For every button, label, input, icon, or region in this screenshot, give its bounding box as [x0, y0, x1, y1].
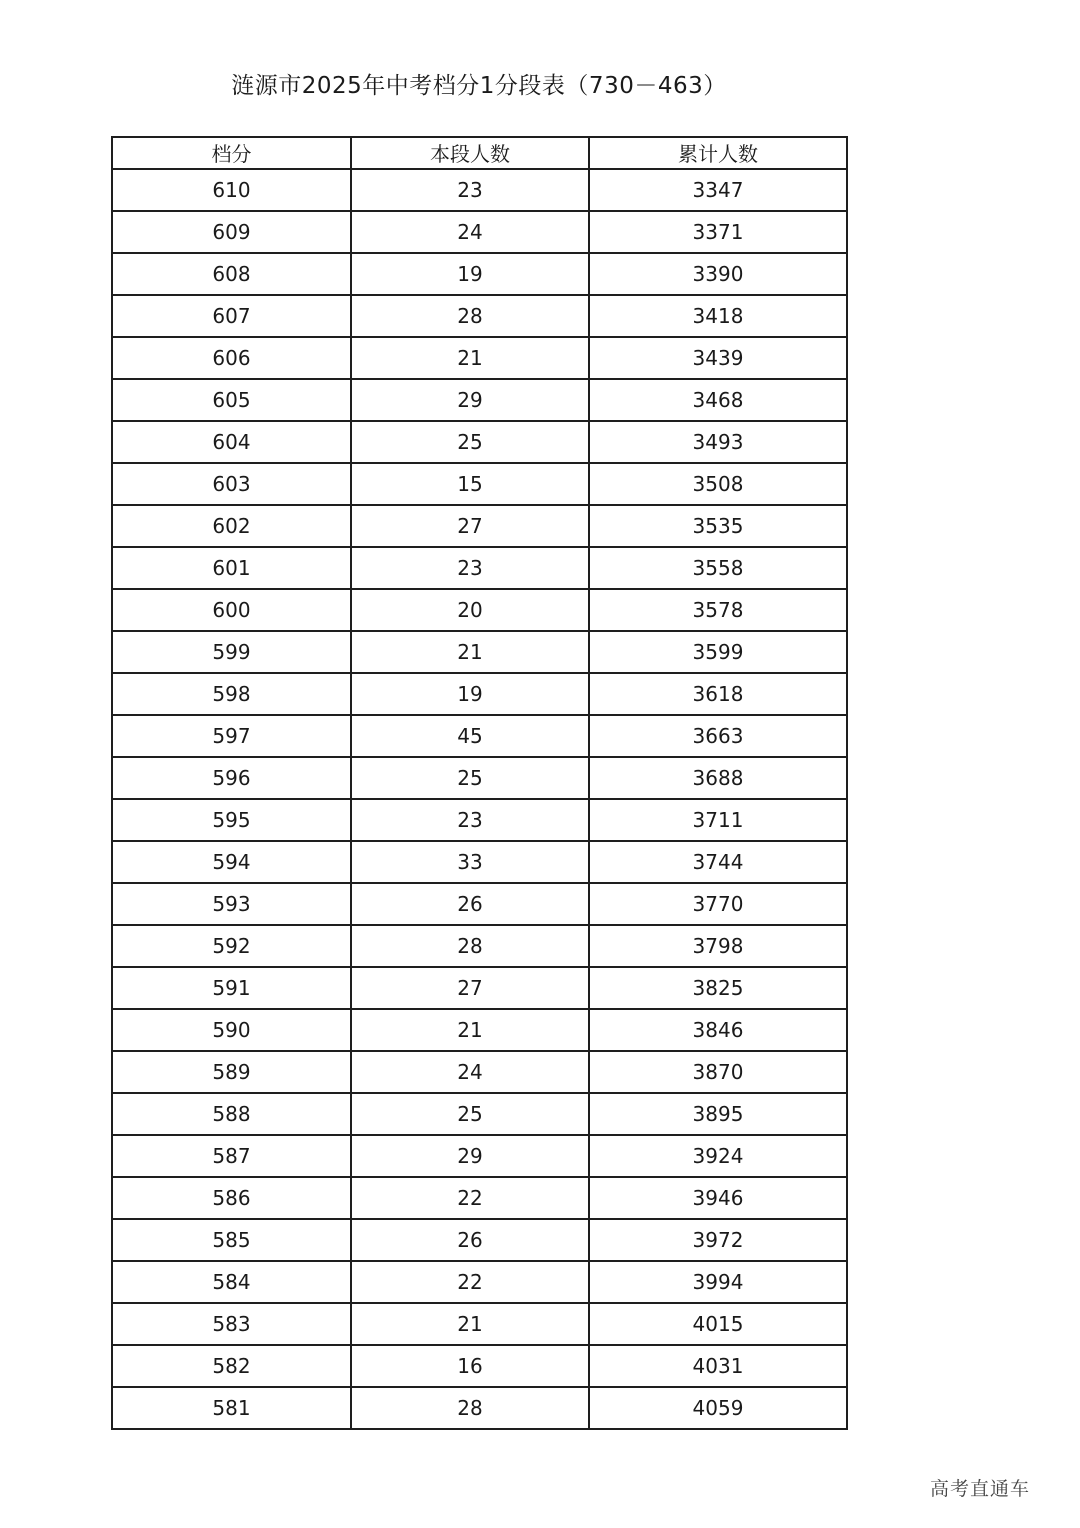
table-row [112, 421, 847, 463]
segment-count-cell: 24 [351, 1051, 589, 1093]
page-title: 涟源市2025年中考档分1分段表（730－463） [231, 73, 727, 99]
cumulative-count-cell: 3744 [589, 841, 847, 883]
watermark-text: 高考直通车 [930, 1478, 1031, 1500]
table-row [112, 1093, 847, 1135]
score-cell: 600 [112, 589, 351, 631]
score-cell: 608 [112, 253, 351, 295]
cumulative-count-cell: 3798 [589, 925, 847, 967]
segment-count-cell: 25 [351, 757, 589, 799]
score-cell: 603 [112, 463, 351, 505]
segment-count-cell: 29 [351, 379, 589, 421]
cumulative-count-cell: 3578 [589, 589, 847, 631]
cumulative-count-cell: 3493 [589, 421, 847, 463]
cumulative-count-cell: 3825 [589, 967, 847, 1009]
segment-count-cell: 45 [351, 715, 589, 757]
segment-count-cell: 26 [351, 883, 589, 925]
table-row [112, 505, 847, 547]
cumulative-count-cell: 3770 [589, 883, 847, 925]
segment-count-cell: 21 [351, 1009, 589, 1051]
cumulative-count-cell: 3846 [589, 1009, 847, 1051]
cumulative-count-cell: 3535 [589, 505, 847, 547]
table-row [112, 841, 847, 883]
segment-count-cell: 25 [351, 421, 589, 463]
cumulative-count-cell: 3418 [589, 295, 847, 337]
score-cell: 583 [112, 1303, 351, 1345]
table-row [112, 1177, 847, 1219]
score-cell: 596 [112, 757, 351, 799]
segment-count-cell: 19 [351, 253, 589, 295]
table-row [112, 757, 847, 799]
score-cell: 605 [112, 379, 351, 421]
cumulative-count-cell: 3994 [589, 1261, 847, 1303]
cumulative-count-cell: 3663 [589, 715, 847, 757]
score-cell: 581 [112, 1387, 351, 1429]
segment-count-cell: 16 [351, 1345, 589, 1387]
table-row [112, 463, 847, 505]
score-cell: 588 [112, 1093, 351, 1135]
header-segment-count: 本段人数 [351, 137, 589, 169]
table-row [112, 337, 847, 379]
table-row [112, 589, 847, 631]
segment-count-cell: 28 [351, 1387, 589, 1429]
score-table [111, 136, 848, 1430]
table-row [112, 379, 847, 421]
table-body [112, 169, 847, 1429]
score-cell: 606 [112, 337, 351, 379]
segment-count-cell: 33 [351, 841, 589, 883]
cumulative-count-cell: 3618 [589, 673, 847, 715]
score-cell: 610 [112, 169, 351, 211]
score-cell: 590 [112, 1009, 351, 1051]
table-row [112, 211, 847, 253]
score-cell: 582 [112, 1345, 351, 1387]
segment-count-cell: 25 [351, 1093, 589, 1135]
segment-count-cell: 27 [351, 967, 589, 1009]
segment-count-cell: 15 [351, 463, 589, 505]
table-row [112, 673, 847, 715]
cumulative-count-cell: 3508 [589, 463, 847, 505]
score-cell: 601 [112, 547, 351, 589]
score-cell: 594 [112, 841, 351, 883]
segment-count-cell: 29 [351, 1135, 589, 1177]
table-row [112, 1051, 847, 1093]
score-cell: 595 [112, 799, 351, 841]
score-cell: 591 [112, 967, 351, 1009]
score-cell: 602 [112, 505, 351, 547]
score-cell: 586 [112, 1177, 351, 1219]
table-row [112, 631, 847, 673]
table-row [112, 1135, 847, 1177]
cumulative-count-cell: 3390 [589, 253, 847, 295]
table-row [112, 1261, 847, 1303]
segment-count-cell: 21 [351, 337, 589, 379]
segment-count-cell: 22 [351, 1261, 589, 1303]
segment-count-cell: 20 [351, 589, 589, 631]
table-row [112, 295, 847, 337]
header-cumulative-count: 累计人数 [589, 137, 847, 169]
segment-count-cell: 27 [351, 505, 589, 547]
table-row [112, 1303, 847, 1345]
score-cell: 609 [112, 211, 351, 253]
score-cell: 597 [112, 715, 351, 757]
cumulative-count-cell: 3439 [589, 337, 847, 379]
score-cell: 585 [112, 1219, 351, 1261]
segment-count-cell: 28 [351, 925, 589, 967]
cumulative-count-cell: 3371 [589, 211, 847, 253]
table-row [112, 547, 847, 589]
segment-count-cell: 26 [351, 1219, 589, 1261]
segment-count-cell: 19 [351, 673, 589, 715]
table-row [112, 799, 847, 841]
table-row [112, 967, 847, 1009]
cumulative-count-cell: 4059 [589, 1387, 847, 1429]
table-row [112, 253, 847, 295]
cumulative-count-cell: 3599 [589, 631, 847, 673]
cumulative-count-cell: 4015 [589, 1303, 847, 1345]
cumulative-count-cell: 3711 [589, 799, 847, 841]
segment-count-cell: 22 [351, 1177, 589, 1219]
table-row [112, 925, 847, 967]
cumulative-count-cell: 3870 [589, 1051, 847, 1093]
cumulative-count-cell: 3468 [589, 379, 847, 421]
segment-count-cell: 21 [351, 1303, 589, 1345]
cumulative-count-cell: 3688 [589, 757, 847, 799]
table-row [112, 1219, 847, 1261]
score-cell: 598 [112, 673, 351, 715]
table-header-row [112, 137, 847, 169]
score-cell: 589 [112, 1051, 351, 1093]
segment-count-cell: 24 [351, 211, 589, 253]
score-cell: 587 [112, 1135, 351, 1177]
cumulative-count-cell: 4031 [589, 1345, 847, 1387]
header-score: 档分 [112, 137, 351, 169]
cumulative-count-cell: 3895 [589, 1093, 847, 1135]
table-row [112, 1009, 847, 1051]
table-row [112, 883, 847, 925]
cumulative-count-cell: 3972 [589, 1219, 847, 1261]
score-table-container [111, 136, 846, 1430]
score-cell: 592 [112, 925, 351, 967]
segment-count-cell: 23 [351, 799, 589, 841]
segment-count-cell: 28 [351, 295, 589, 337]
cumulative-count-cell: 3558 [589, 547, 847, 589]
table-row [112, 169, 847, 211]
score-cell: 604 [112, 421, 351, 463]
score-cell: 599 [112, 631, 351, 673]
score-cell: 584 [112, 1261, 351, 1303]
segment-count-cell: 23 [351, 547, 589, 589]
score-cell: 607 [112, 295, 351, 337]
segment-count-cell: 23 [351, 169, 589, 211]
cumulative-count-cell: 3946 [589, 1177, 847, 1219]
cumulative-count-cell: 3347 [589, 169, 847, 211]
table-row [112, 1345, 847, 1387]
segment-count-cell: 21 [351, 631, 589, 673]
table-row [112, 715, 847, 757]
score-cell: 593 [112, 883, 351, 925]
cumulative-count-cell: 3924 [589, 1135, 847, 1177]
table-row [112, 1387, 847, 1429]
